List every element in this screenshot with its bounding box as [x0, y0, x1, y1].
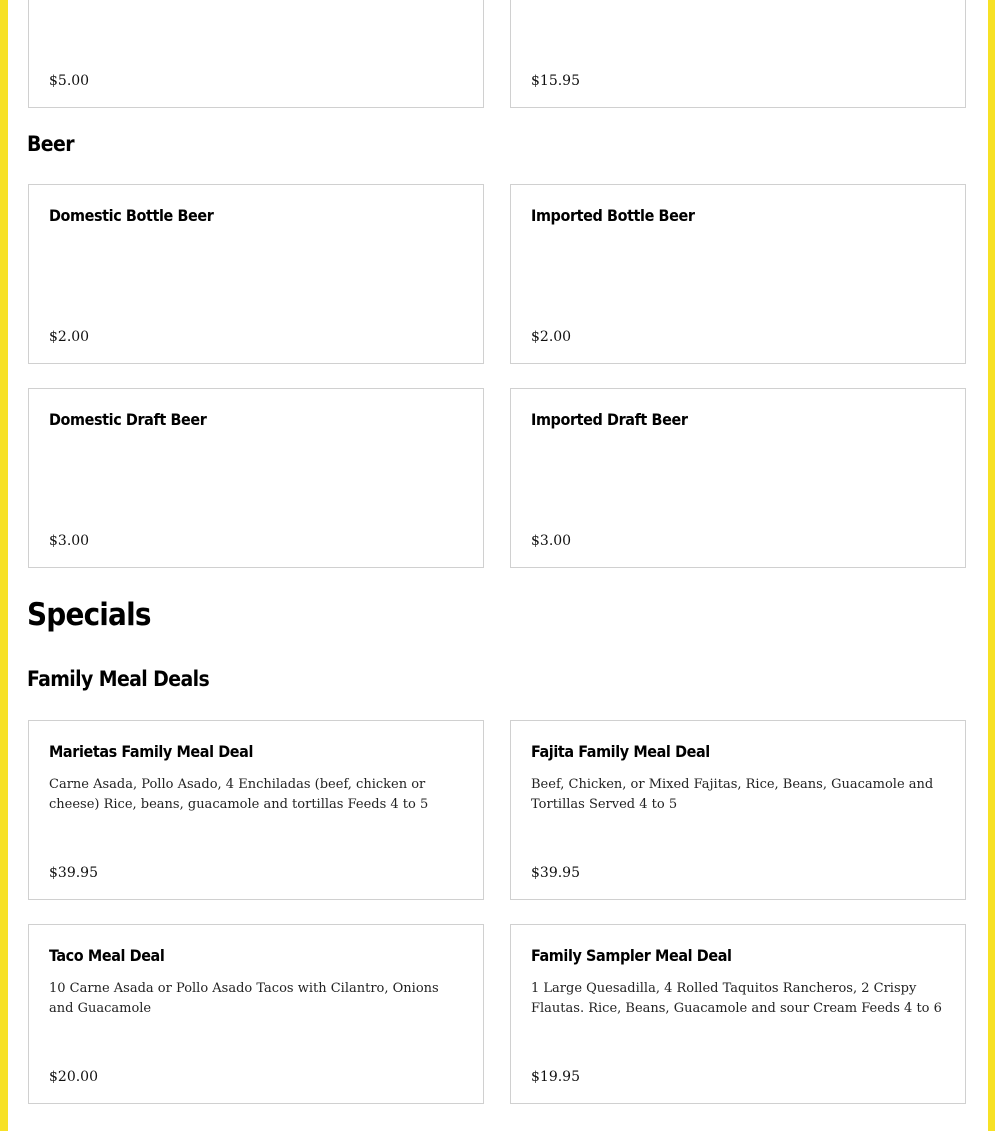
- menu-item-name: Imported Bottle Beer: [531, 206, 695, 225]
- menu-item-description: Beef, Chicken, or Mixed Fajitas, Rice, Beans, Guacamole and Tortillas Served 4 to 5: [531, 777, 934, 812]
- menu-item-price: $15.95: [531, 73, 580, 89]
- menu-item-card[interactable]: [28, 388, 484, 568]
- menu-item-price: $20.00: [49, 1069, 98, 1085]
- menu-item-price: $5.00: [49, 73, 90, 89]
- menu-item-price: $2.00: [49, 329, 90, 345]
- menu-item-card[interactable]: [28, 0, 484, 108]
- menu-item-name: Taco Meal Deal: [49, 946, 165, 965]
- left-accent-bar: [0, 0, 8, 1131]
- menu-item-name: Imported Draft Beer: [531, 410, 688, 429]
- menu-item-price: $39.95: [531, 865, 580, 881]
- menu-item-card[interactable]: [510, 0, 966, 108]
- menu-item-card[interactable]: [510, 924, 966, 1104]
- menu-item-description: 1 Large Quesadilla, 4 Rolled Taquitos Rancheros, 2 Crispy Flautas. Rice, Beans, Guacamole and sour Cream Feeds 4 to 6: [531, 981, 942, 1016]
- menu-item-card[interactable]: [28, 184, 484, 364]
- menu-item-card[interactable]: [510, 720, 966, 900]
- menu-item-name: Domestic Draft Beer: [49, 410, 207, 429]
- menu-item-description: 10 Carne Asada or Pollo Asado Tacos with Cilantro, Onions and Guacamole: [49, 981, 439, 1016]
- menu-item-card[interactable]: [510, 184, 966, 364]
- menu-item-name: Marietas Family Meal Deal: [49, 742, 253, 761]
- right-accent-bar: [988, 0, 995, 1131]
- section-heading-beer: Beer: [27, 132, 74, 156]
- menu-item-card[interactable]: [510, 388, 966, 568]
- menu-item-name: Fajita Family Meal Deal: [531, 742, 710, 761]
- menu-item-price: $39.95: [49, 865, 98, 881]
- section-title-specials: Specials: [27, 597, 151, 633]
- menu-item-card[interactable]: [28, 924, 484, 1104]
- menu-item-price: $2.00: [531, 329, 572, 345]
- menu-item-card[interactable]: [28, 720, 484, 900]
- menu-item-price: $3.00: [531, 533, 572, 549]
- menu-item-price: $19.95: [531, 1069, 580, 1085]
- menu-item-name: Domestic Bottle Beer: [49, 206, 214, 225]
- menu-item-description: Carne Asada, Pollo Asado, 4 Enchiladas (beef, chicken or cheese) Rice, beans, guacamole and tortillas Feeds 4 to 5: [49, 777, 429, 812]
- menu-item-price: $3.00: [49, 533, 90, 549]
- section-heading-family-meal-deals: Family Meal Deals: [27, 667, 210, 691]
- menu-item-name: Family Sampler Meal Deal: [531, 946, 732, 965]
